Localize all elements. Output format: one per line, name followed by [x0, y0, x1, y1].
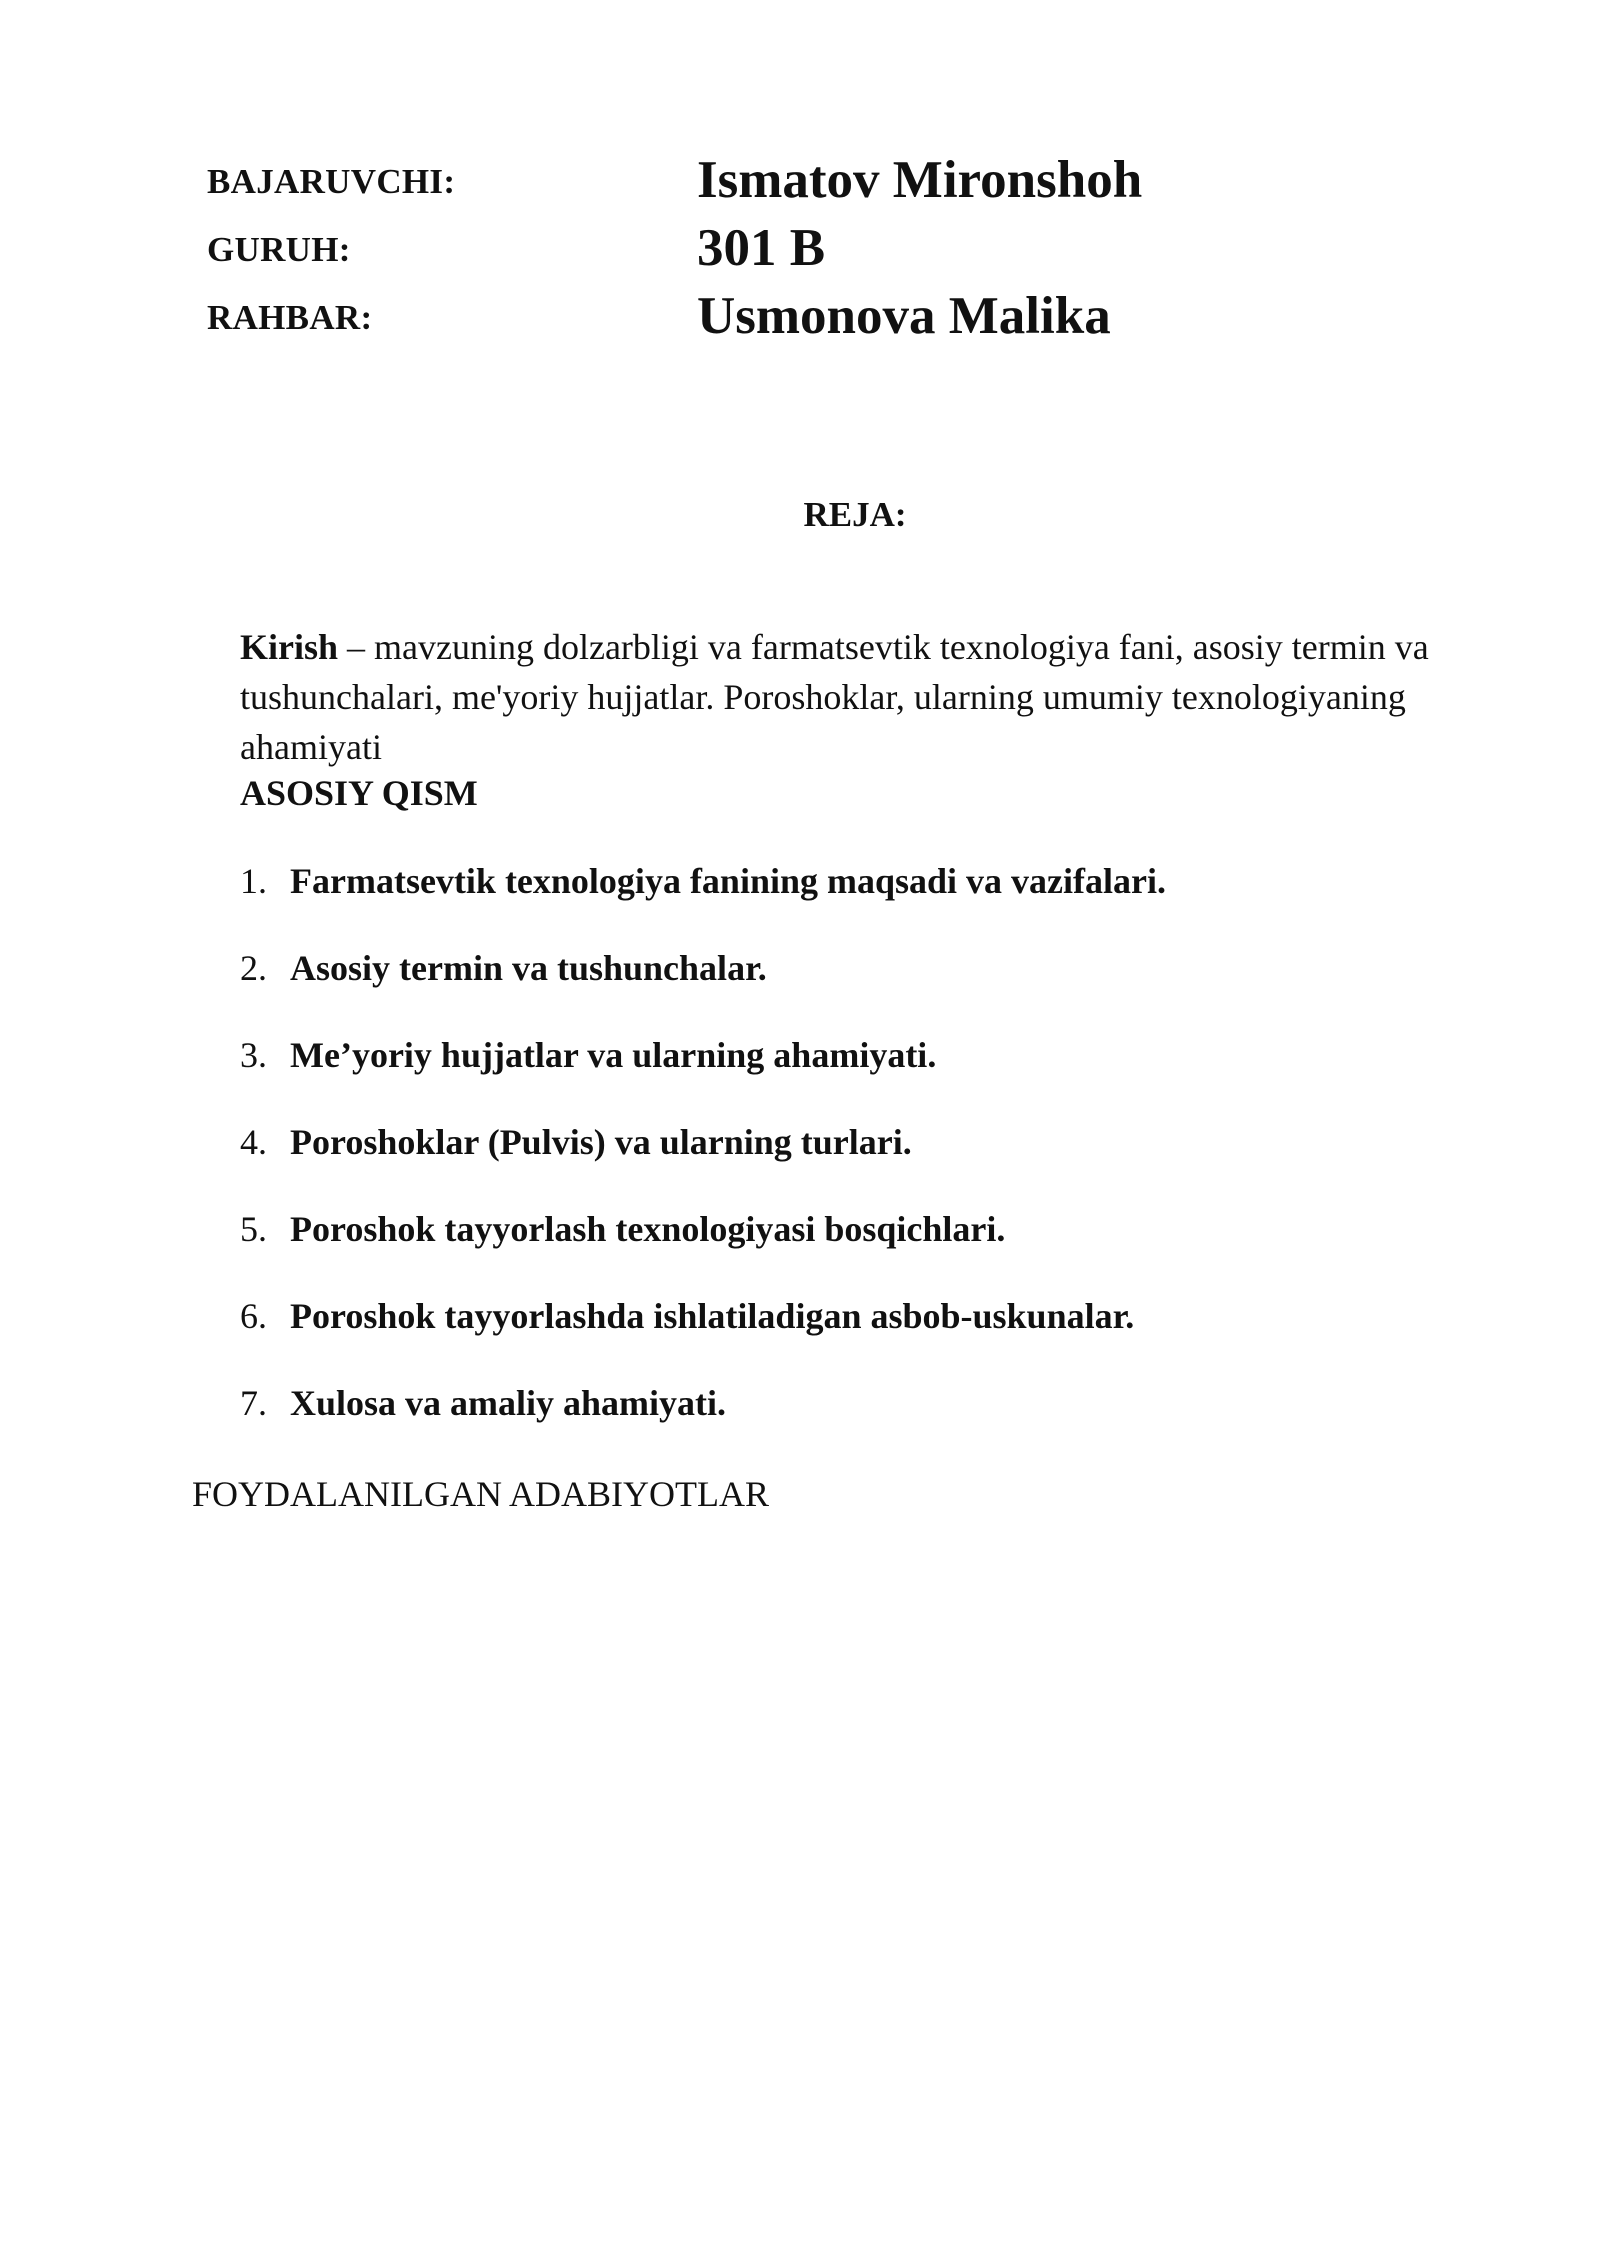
- list-item: [240, 1034, 1500, 1121]
- list-item-number: 4.: [240, 1122, 267, 1162]
- list-item-number: 7.: [240, 1383, 267, 1423]
- list-item: [240, 1295, 1500, 1382]
- plan-list: [240, 860, 1500, 1469]
- executor-name: Ismatov Mironshoh: [697, 151, 1143, 209]
- info-row-executor: [207, 150, 1307, 218]
- list-item-number: 5.: [240, 1209, 267, 1249]
- plan-title: REJA:: [803, 495, 907, 534]
- list-item-number: 3.: [240, 1035, 267, 1075]
- list-item-text: Poroshok tayyorlash texnologiyasi bosqichlari.: [290, 1209, 1006, 1249]
- executor-label: BAJARUVCHI:: [207, 162, 456, 201]
- list-item-text: Asosiy termin va tushunchalar.: [290, 948, 767, 988]
- list-item: [240, 1382, 1500, 1469]
- references-heading: FOYDALANILGAN ADABIYOTLAR: [192, 1474, 769, 1514]
- list-item: [240, 1121, 1500, 1208]
- intro-lead: Kirish: [240, 627, 339, 667]
- list-item-text: Farmatsevtik texnologiya fanining maqsadi va vazifalari.: [290, 861, 1166, 901]
- group-label: GURUH:: [207, 230, 351, 269]
- list-item-number: 1.: [240, 861, 267, 901]
- main-section-heading: ASOSIY QISM: [240, 773, 478, 813]
- info-row-supervisor: [207, 286, 1307, 354]
- list-item-text: Poroshoklar (Pulvis) va ularning turlari.: [290, 1122, 912, 1162]
- list-item-text: Poroshok tayyorlashda ishlatiladigan asbob-uskunalar.: [290, 1296, 1135, 1336]
- list-item-text: Me’yoriy hujjatlar va ularning ahamiyati.: [290, 1035, 937, 1075]
- intro-paragraph: [240, 622, 1500, 772]
- intro-text: – mavzuning dolzarbligi va farmatsevtik texnologiya fani, asosiy termin va tushunchalari, me'yoriy hujjatlar. Poroshoklar, ularning umumiy texnologiyaning ahamiyati: [240, 627, 1429, 767]
- supervisor-label: RAHBAR:: [207, 298, 373, 337]
- list-item: [240, 1208, 1500, 1295]
- list-item-number: 2.: [240, 948, 267, 988]
- supervisor-name: Usmonova Malika: [697, 287, 1111, 345]
- list-item-text: Xulosa va amaliy ahamiyati.: [290, 1383, 727, 1423]
- list-item: [240, 860, 1500, 947]
- group-value: 301 B: [697, 219, 826, 277]
- info-row-group: [207, 218, 1307, 286]
- list-item-number: 6.: [240, 1296, 267, 1336]
- author-info-block: [207, 150, 1307, 354]
- list-item: [240, 947, 1500, 1034]
